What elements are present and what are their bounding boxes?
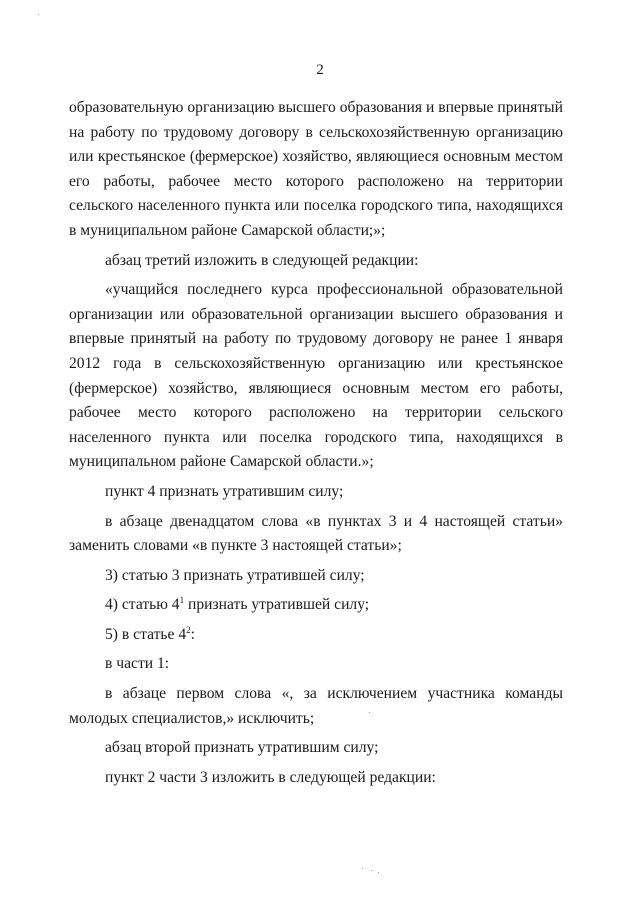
paragraph-abzac-dvenadcatyy: в абзаце двенадцатом слова «в пунктах 3 и 4 настоящей статьи» заменить словами «в пункте 3 настоящей статьи»;: [69, 512, 563, 555]
paragraph-abzac-pervyy: в абзаце первом слова «, за исключением участника команды молодых специалистов,» исключить;: [69, 685, 563, 727]
paragraph-statya-4-1: [69, 593, 563, 618]
page-number: 2: [316, 62, 324, 78]
superscript-2: 2: [186, 624, 191, 635]
scan-speck: [369, 712, 370, 713]
paragraph-continuation: образовательную организацию высшего образования и впервые принятый на работу по трудовому договору в сельскохозяйственную организацию или крестьянское (фермерское) хозяйство, являющиеся основным местом его работы, рабочее место которого расположено на территории сельского населенного пункта или поселка городского типа, находящихся в муниципальном районе Самарской области;»;: [69, 99, 563, 239]
paragraph-abzac-vtoroy: абзац второй признать утратившим силу;: [105, 739, 379, 757]
statya-4-1-text: 4) статью 4: [105, 596, 180, 614]
statya-4-2-rest: :: [190, 625, 195, 643]
paragraph-punkt-4: пункт 4 признать утратившим силу;: [105, 482, 344, 500]
scan-speck: [371, 870, 372, 871]
paragraph-abzac-tretiy: абзац третий изложить в следующей редакции:: [105, 251, 419, 269]
paragraph-statya-4-2: [69, 623, 563, 648]
paragraph-quoted-text: «учащийся последнего курса профессиональной образовательной организации или образовательной организации высшего образования и впервые принятый на работу по трудовому договору не ранее 1 января 2012 года в сельскохозяйственную организацию или крестьянское (фермерское) хозяйство, являющиеся основным местом его работы, рабочее место которого расположено на территории сельского населенного пункта или поселка городского типа, находящихся в муниципальном районе Самарской области.»;: [69, 281, 563, 471]
document-body: [69, 96, 563, 790]
paragraph-statya-3: 3) статью 3 признать утратившей силу;: [105, 566, 365, 584]
superscript-1: 1: [179, 595, 185, 606]
paragraph-punkt-2-chast-3: пункт 2 части 3 изложить в следующей редакции:: [105, 768, 436, 786]
scan-speck: [362, 868, 363, 869]
statya-4-1-rest: признать утратившей силу;: [184, 596, 370, 614]
scan-speck: [378, 872, 379, 873]
paragraph-chast-1: в части 1:: [105, 655, 170, 673]
scan-speck: [38, 14, 39, 15]
statya-4-2-text: 5) в статье 4: [105, 625, 187, 643]
